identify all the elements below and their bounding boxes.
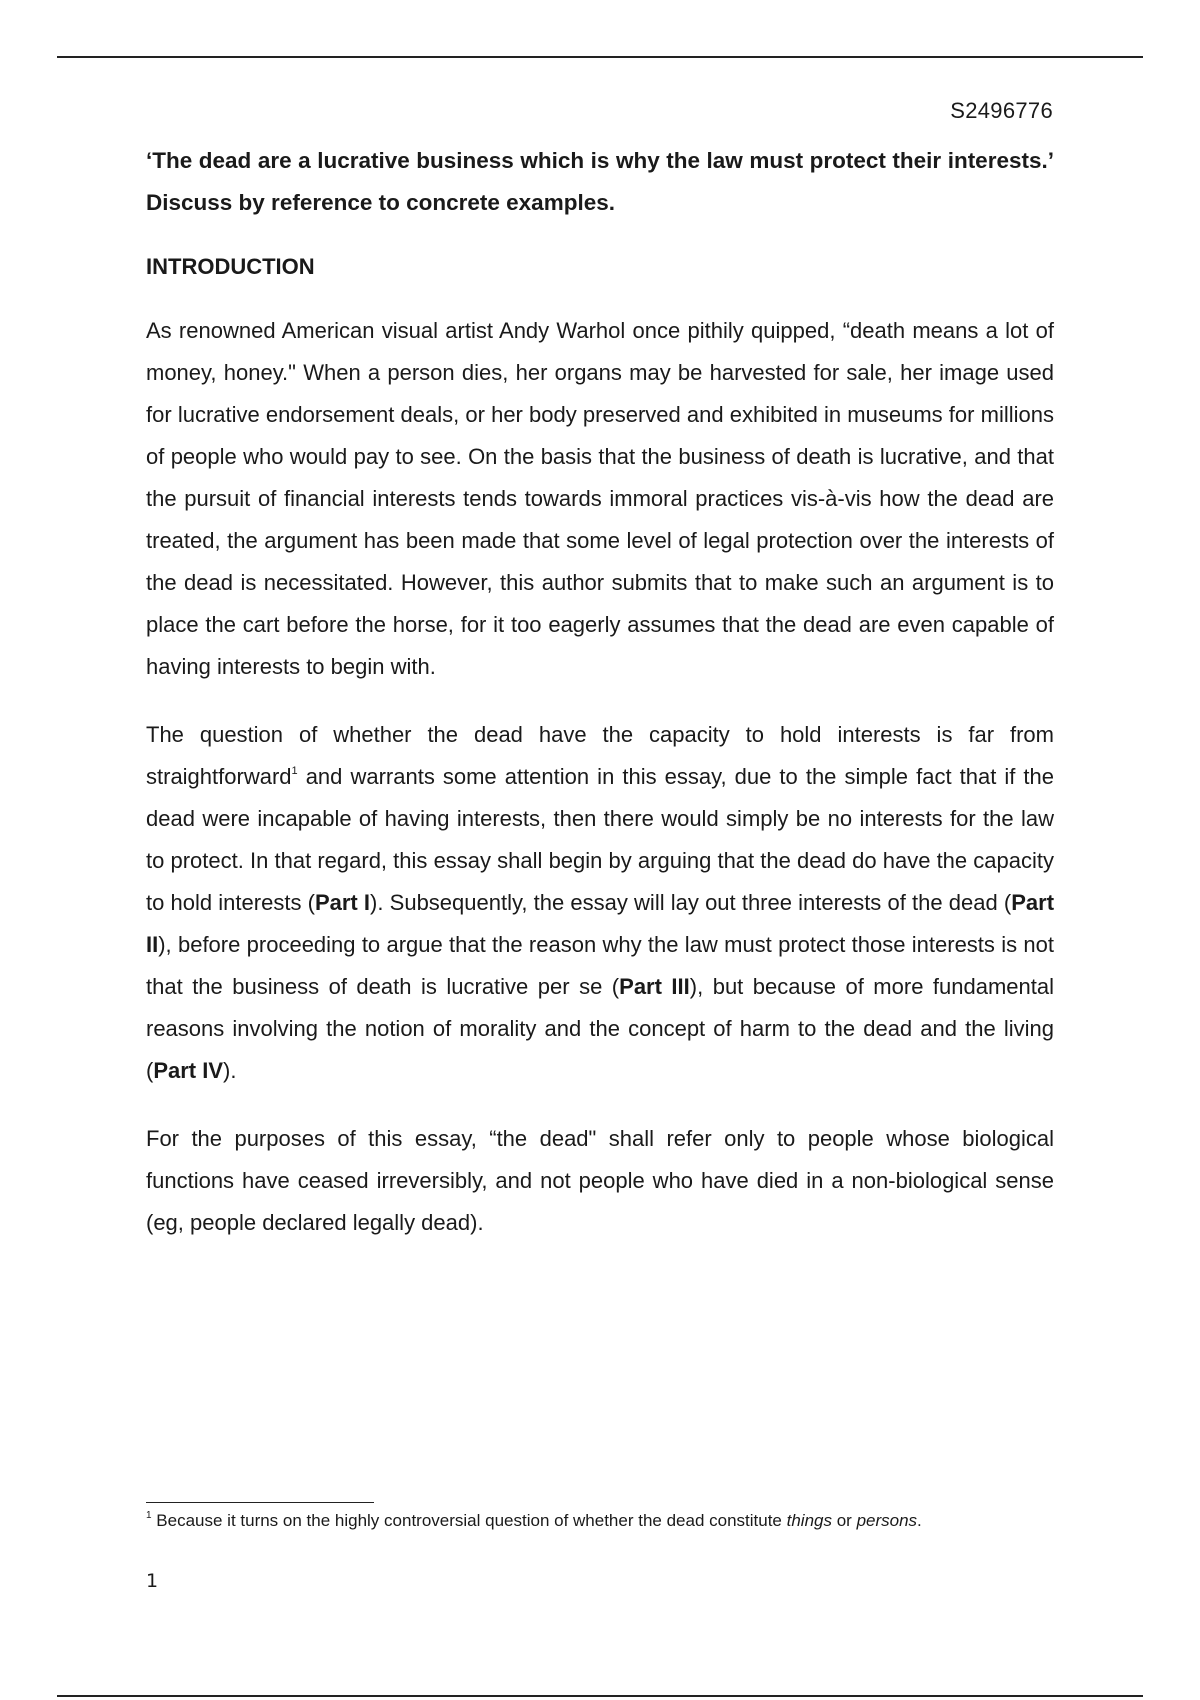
essay-body (146, 140, 1054, 1244)
part-label: Part II (146, 890, 1055, 957)
paragraph-2-text: and warrants some attention in this essay, due to the simple fact that if the dead were incapable of having interests, then there would simply be no interests for the law to protect. In that regard, this essay shall begin by arguing that the dead do have the capacity to hold interests ( (146, 764, 1054, 915)
paragraph-2-text: ), before proceeding to argue that the reason why the law must protect those interests is not that the business of death is lucrative per se ( (146, 932, 1054, 999)
footnote-area (146, 1502, 1054, 1533)
paragraph-2-text: ). (223, 1058, 237, 1083)
section-heading: INTRODUCTION (146, 254, 315, 279)
paragraph-2-text: The question of whether the dead have the capacity to hold interests is far from straightforward (146, 722, 1054, 789)
paragraph-2-text: ), but because of more fundamental reasons involving the notion of morality and the concept of harm to the dead and the living ( (146, 974, 1055, 1083)
paragraph-2-text: ). Subsequently, the essay will lay out three interests of the dead ( (370, 890, 1012, 915)
paragraph-3: For the purposes of this essay, “the dead" shall refer only to people whose biological functions have ceased irreversibly, and not people who have died in a non-biological sense (eg, people declared legally dead). (146, 1126, 1054, 1235)
footnote-separator (146, 1502, 374, 1503)
footer-rule (57, 1695, 1143, 1697)
part-label: Part IV (153, 1058, 224, 1083)
footnote-1 (146, 1508, 1054, 1533)
part-label: Part I (314, 890, 371, 915)
footnote-emphasis: persons (856, 1511, 918, 1530)
header-rule (57, 56, 1143, 58)
footnote-reference[interactable]: 1 (291, 764, 298, 777)
part-label: Part III (619, 974, 690, 999)
essay-title: ‘The dead are a lucrative business which is why the law must protect their interests.’ Discuss by reference to concrete examples. (146, 148, 1054, 215)
footnote-text: . (917, 1511, 922, 1530)
paragraph-2 (146, 714, 1054, 1092)
footnote-emphasis: things (786, 1511, 832, 1530)
footnote-marker: 1 (146, 1510, 152, 1522)
paragraph-1: As renowned American visual artist Andy Warhol once pithily quipped, “death means a lot of money, honey." When a person dies, her organs may be harvested for sale, her image used for lucrative endorsement deals, or her body preserved and exhibited in museums for millions of people who would pay to see. On the basis that the business of death is lucrative, and that the pursuit of financial interests tends towards immoral practices vis-à-vis how the dead are treated, the argument has been made that some level of legal protection over the interests of the dead is necessitated. However, this author submits that to make such an argument is to place the cart before the horse, for it too eagerly assumes that the dead are even capable of having interests to begin with. (146, 318, 1054, 679)
footnote-text: or (832, 1511, 857, 1530)
student-id: S2496776 (950, 98, 1053, 123)
footnote-text: Because it turns on the highly controversial question of whether the dead constitute (151, 1511, 787, 1530)
page-number: 1 (146, 1570, 159, 1592)
